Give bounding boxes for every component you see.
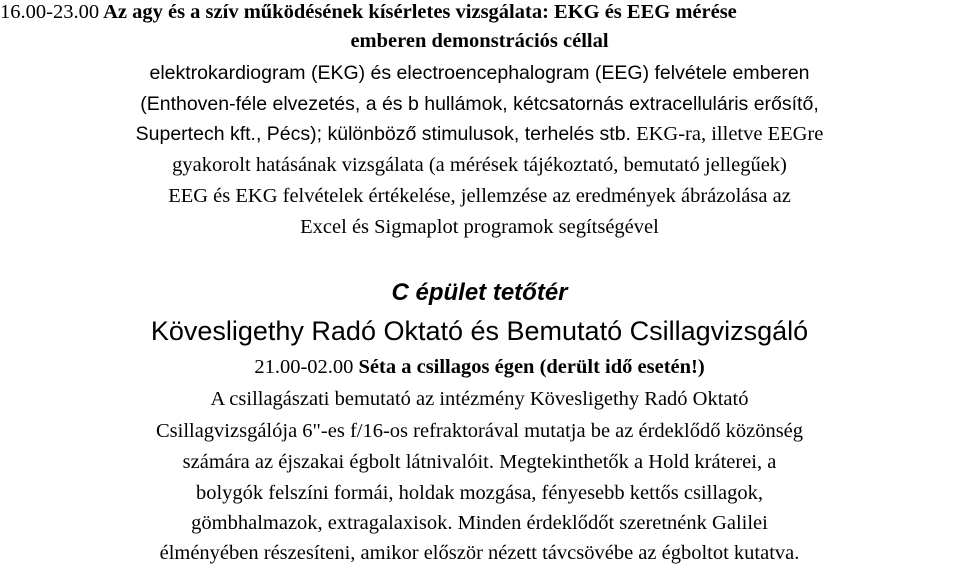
event1-desc-line-1: elektrokardiogram (EKG) és electroencephalogram (EEG) felvétele emberen bbox=[149, 62, 810, 84]
event2-desc-line-6: élményében részesíteni, amikor először nézett távcsövébe az égboltot kutatva. bbox=[159, 542, 800, 564]
event1-desc-line-4: gyakorolt hatásának vizsgálata (a mérések tájékoztató, bemutató jellegűek) bbox=[172, 154, 787, 176]
event2-desc-line-3: számára az éjszakai égbolt látnivalóit. Megtekinthetők a Hold kráterei, a bbox=[182, 451, 777, 473]
location-observatory: Kövesligethy Radó Oktató és Bemutató Csillagvizsgáló bbox=[150, 316, 809, 346]
location-building: C épület tetőtér bbox=[391, 279, 568, 306]
event1-desc-line-3 bbox=[0, 122, 959, 146]
event1-title: Az agy és a szív működésének kísérletes vizsgálata: EKG és EEG mérése bbox=[99, 1, 737, 23]
event2-desc-line-4: bolygók felszíni formái, holdak mozgása, fényesebb kettős csillagok, bbox=[195, 482, 764, 504]
event1-heading bbox=[0, 0, 959, 24]
event2-heading bbox=[0, 355, 959, 379]
event2-time: 21.00-02.00 bbox=[254, 356, 354, 378]
event1-desc-line-6: Excel és Sigmaplot programok segítségével bbox=[300, 216, 659, 238]
event2-desc-line-2: Csillagvizsgálója 6"-es f/16-os refraktorával mutatja be az érdeklődő közönség bbox=[155, 420, 804, 442]
event1-time: 16.00-23.00 bbox=[0, 1, 100, 23]
event2-desc-line-5: gömbhalmazok, extragalaxisok. Minden érdeklődőt szeretnénk Galilei bbox=[191, 512, 768, 534]
event2-title: Séta a csillagos égen (derült idő esetén!) bbox=[353, 356, 705, 378]
event1-desc-sans-part: Supertech kft., Pécs); különböző stimulusok, terhelés stb. bbox=[135, 123, 631, 145]
event1-desc-line-5: EEG és EKG felvételek értékelése, jellemzése az eredmények ábrázolása az bbox=[168, 185, 791, 207]
event1-desc-line-2: (Enthoven-féle elvezetés, a és b hullámok, kétcsatornás extracelluláris erősítő, bbox=[140, 93, 819, 115]
event1-desc-serif-part: EKG-ra, illetve EEGre bbox=[630, 123, 824, 145]
event1-title-continued: emberen demonstrációs céllal bbox=[350, 30, 609, 52]
event2-desc-line-1: A csillagászati bemutató az intézmény Kövesligethy Radó Oktató bbox=[210, 388, 749, 410]
